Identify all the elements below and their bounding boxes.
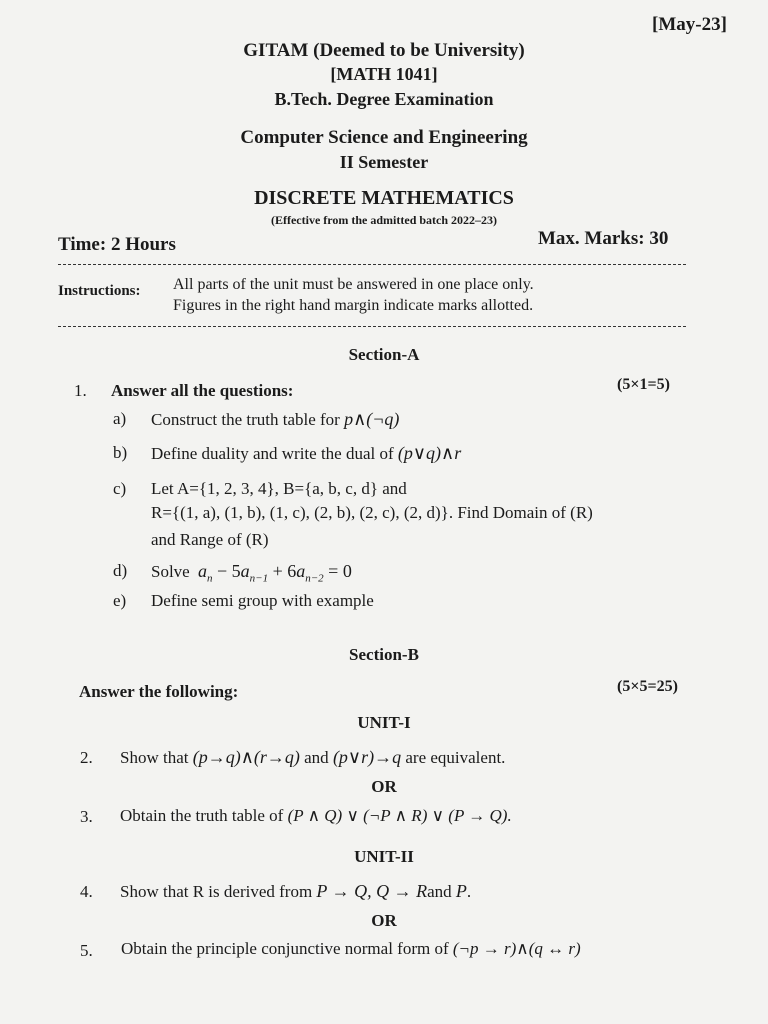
q5-pre: Obtain the principle conjunctive normal form of bbox=[121, 939, 449, 958]
q4-post: . bbox=[466, 882, 472, 901]
course-code: [MATH 1041] bbox=[330, 64, 438, 84]
part-c-label: c) bbox=[113, 479, 127, 498]
q1-number: 1. bbox=[74, 381, 87, 400]
part-b-formula: (p∨q)∧r bbox=[397, 443, 462, 463]
part-e-text: Define semi group with example bbox=[151, 591, 374, 610]
part-d-label: d) bbox=[113, 561, 128, 580]
part-b-text bbox=[151, 443, 461, 464]
branch-name: Computer Science and Engineering bbox=[240, 127, 528, 148]
q4-and: and bbox=[427, 882, 452, 901]
q2-post: are equivalent. bbox=[405, 748, 506, 767]
section-b-marks: (5×5=25) bbox=[617, 678, 678, 695]
part-d-formula: $a_n - 5a_{n-1} + 6a_{n-2} = 0$ bbox=[197, 561, 352, 585]
q2-formula-1: (p→q)∧(r→q) bbox=[192, 747, 300, 767]
q3-formula: (P ∧ Q) ∨ (¬P ∧ R) ∨ (P → Q). bbox=[287, 806, 512, 825]
part-a-formula: p∧(¬q) bbox=[344, 409, 400, 429]
max-marks: Max. Marks: 30 bbox=[538, 228, 669, 249]
q4-formula-2: P bbox=[455, 881, 467, 901]
q4-pre: Show that R is derived from bbox=[120, 882, 313, 901]
unit-2-or: OR bbox=[371, 911, 397, 930]
q4-text bbox=[120, 881, 471, 902]
q2-text bbox=[120, 747, 505, 768]
instructions-label: Instructions: bbox=[58, 283, 141, 299]
unit-1-or: OR bbox=[371, 777, 397, 796]
part-b-question: Define duality and write the dual of bbox=[151, 444, 394, 463]
q5-text bbox=[121, 939, 581, 959]
part-c-line-1: Let A={1, 2, 3, 4}, B={a, b, c, d} and bbox=[151, 479, 407, 498]
exam-date: [May-23] bbox=[652, 14, 727, 35]
q2-and: and bbox=[304, 748, 329, 767]
q4-formula: P → Q, Q → R bbox=[316, 881, 428, 901]
divider-top bbox=[58, 264, 686, 265]
q5-number: 5. bbox=[80, 941, 93, 960]
part-c-line-2: R={(1, a), (1, b), (1, c), (2, b), (2, c), (2, d)}. Find Domain of (R) bbox=[151, 503, 593, 522]
university-name: GITAM (Deemed to be University) bbox=[243, 40, 525, 61]
unit-1-title: UNIT-I bbox=[357, 713, 411, 732]
part-c-line-3: and Range of (R) bbox=[151, 530, 269, 549]
part-d-question: Solve bbox=[151, 562, 190, 581]
instructions-line-2: Figures in the right hand margin indicate marks allotted. bbox=[173, 297, 534, 314]
unit-2-title: UNIT-II bbox=[354, 847, 414, 866]
time-label: Time: 2 Hours bbox=[58, 234, 176, 255]
q2-number: 2. bbox=[80, 748, 93, 767]
q1-marks: (5×1=5) bbox=[617, 376, 670, 393]
q3-pre: Obtain the truth table of bbox=[120, 806, 284, 825]
q4-number: 4. bbox=[80, 882, 93, 901]
q2-formula-2: (p∨r)→q bbox=[332, 747, 402, 767]
subject-title: DISCRETE MATHEMATICS bbox=[254, 187, 514, 209]
semester: II Semester bbox=[339, 152, 429, 172]
part-d-text bbox=[151, 561, 352, 585]
batch-note: (Effective from the admitted batch 2022–23) bbox=[270, 213, 498, 227]
q3-number: 3. bbox=[80, 807, 93, 826]
part-b-label: b) bbox=[113, 443, 128, 462]
instructions-line-1: All parts of the unit must be answered in one place only. bbox=[173, 276, 534, 293]
divider-bottom bbox=[58, 326, 686, 327]
q2-pre: Show that bbox=[120, 748, 189, 767]
q1-text: Answer all the questions: bbox=[111, 381, 294, 400]
part-a-text bbox=[151, 409, 399, 430]
part-a-question: Construct the truth table for bbox=[151, 410, 340, 429]
section-b-title: Section-B bbox=[349, 645, 419, 664]
degree-exam: B.Tech. Degree Examination bbox=[274, 89, 494, 109]
q3-text bbox=[120, 806, 512, 826]
part-e-label: e) bbox=[113, 591, 127, 610]
part-a-label: a) bbox=[113, 409, 127, 428]
section-b-instruction: Answer the following: bbox=[79, 682, 239, 701]
section-a-title: Section-A bbox=[348, 345, 420, 364]
q5-formula: (¬p → r)∧(q ↔ r) bbox=[452, 939, 581, 958]
